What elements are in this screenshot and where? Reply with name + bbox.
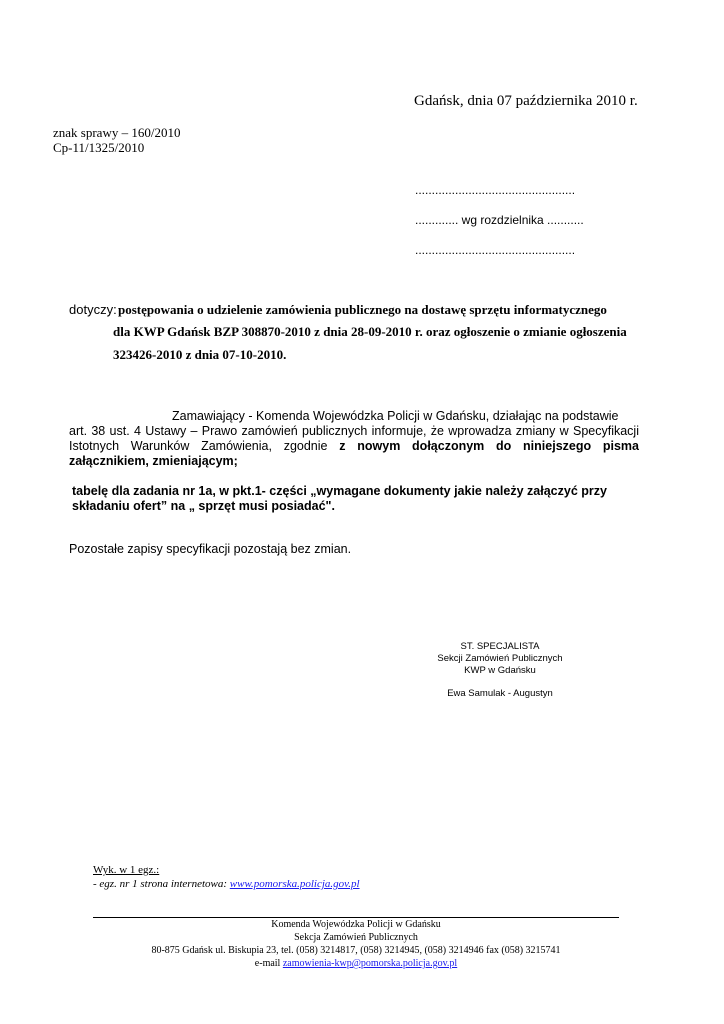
remaining-provisions: Pozostałe zapisy specyfikacji pozostają bez zmian. [69,542,352,556]
website-link[interactable]: www.pomorska.policja.gov.pl [229,878,360,890]
body-line-3 [69,439,639,454]
case-reference: Cp-11/1325/2010 [53,140,145,155]
footer-email-prefix: e-mail [254,958,281,969]
case-number: znak sprawy – 160/2010 [53,125,181,140]
addressee-line-2: ............. wg rozdzielnika ........... [415,213,584,227]
subject-line-1: postępowania o udzielenie zamówienia publicznego na dostawę sprzętu informatycznego [118,302,607,317]
copy-1-text: - egz. nr 1 strona internetowa: [93,878,228,890]
change-description [72,484,607,514]
addressee-line-3: ................................................ [415,243,576,257]
body-line-2: art. 38 ust. 4 Ustawy – Prawo zamówień publicznych informuje, że wprowadza zmiany w Specyfikacji [69,424,639,438]
footer-divider [93,917,619,918]
body-line-1: Zamawiający - Komenda Wojewódzka Policji w Gdańsku, działając na podstawie [172,409,619,423]
signature-name: Ewa Samulak - Augustyn [447,688,553,699]
copies-note: Wyk. w 1 egz.: [93,864,160,876]
change-line-1: tabelę dla zadania nr 1a, w pkt.1- części „wymagane dokumenty jakie należy załączyć przy [72,484,607,498]
footer-email-link[interactable]: zamowienia-kwp@pomorska.policja.gov.pl [282,958,458,969]
body-paragraph [69,409,639,469]
signature-organization: KWP w Gdańsku [464,665,536,676]
subject-prefix: dotyczy: [69,302,117,317]
body-line-4: załącznikiem, zmieniającym; [69,454,238,468]
change-line-2: składaniu ofert” na „ sprzęt musi posiadać". [72,499,335,513]
body-line-3-bold: z nowym dołączonym do niniejszego pisma [339,439,639,453]
footer-line-3: 80-875 Gdańsk ul. Biskupia 23, tel. (058) 3214817, (058) 3214945, (058) 3214946 fax (058) 3215741 [151,945,561,956]
footer-email-line [93,958,619,969]
footer-line-1: Komenda Wojewódzka Policji w Gdańsku [271,919,441,930]
copy-1-note [93,878,360,890]
signature-title: ST. SPECJALISTA [460,641,540,652]
date-line: Gdańsk, dnia 07 października 2010 r. [414,93,638,109]
subject-line-2: dla KWP Gdańsk BZP 308870-2010 z dnia 28-09-2010 r. oraz ogłoszenie o zmianie ogłoszenia [113,324,627,339]
signature-department: Sekcji Zamówień Publicznych [437,653,563,664]
subject-line-3: 323426-2010 z dnia 07-10-2010. [113,347,287,362]
footer-line-2: Sekcja Zamówień Publicznych [294,932,418,943]
addressee-line-1: ................................................ [415,183,576,197]
body-line-3-regular: Istotnych Warunków Zamówienia, zgodnie [69,439,328,453]
